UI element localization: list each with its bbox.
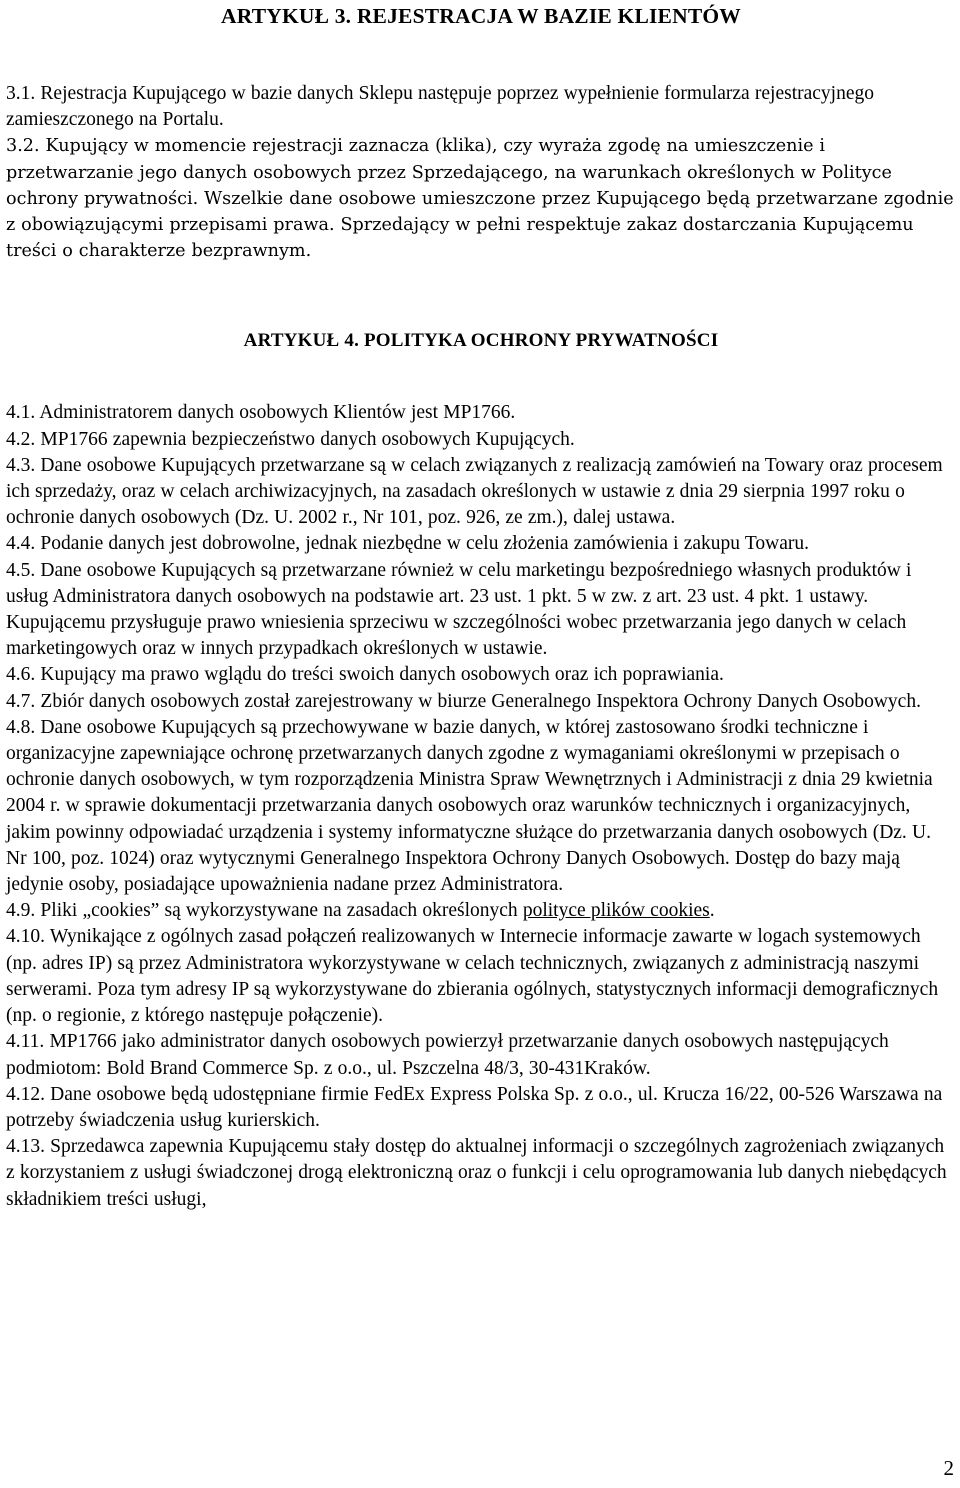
paragraph-4-9-text: 4.9. Pliki „cookies” są wykorzystywane na zasadach określonych bbox=[6, 900, 523, 922]
cookies-policy-link[interactable]: polityce plików cookies bbox=[522, 900, 710, 922]
paragraph-4-8: 4.8. Dane osobowe Kupujących są przechowywane w bazie danych, w której zastosowano środki techniczne i organizacyjne zapewniające ochronę przetwarzanych danych zgodne z wymaganiami określonymi w przepisach o ochronie danych osobowych, w tym rozporządzenia Ministra Spraw Wewnętrznych i Administracji z dnia 29 kwietnia 2004 r. w sprawie dokumentacji przetwarzania danych osobowych oraz warunków technicznych i organizacyjnych, jakim powinny odpowiadać urządzenia i systemy informatyczne służące do przetwarzania danych osobowych (Dz. U. Nr 100, poz. 1024) oraz wytycznymi Generalnego Inspektora Ochrony Danych Osobowych. Dostęp do bazy mają jedynie osoby, posiadające upoważnienia nadane przez Administratora. bbox=[6, 716, 933, 896]
paragraph-4-10: 4.10. Wynikające z ogólnych zasad połączeń realizowanych w Internecie informacje zawarte w logach systemowych (np. adres IP) są przez Administratora wykorzystywane w celach technicznych, związanych z administracją naszymi serwerami. Poza tym adresy IP są wykorzystywane do zbierania ogólnych, statystycznych informacji demograficznych (np. o regionie, z którego następuje połączenie). bbox=[6, 926, 939, 1027]
paragraph-4-4: 4.4. Podanie danych jest dobrowolne, jednak niezbędne w celu złożenia zamówienia i zakupu Towaru. bbox=[6, 533, 810, 555]
paragraph-4-13: 4.13. Sprzedawca zapewnia Kupującemu stały dostęp do aktualnej informacji o szczególnych zagrożeniach związanych z korzystaniem z usługi świadczonej drogą elektroniczną oraz o funkcji i celu oprogramowania lub danych niebędących składnikiem treści usługi, bbox=[6, 1136, 947, 1210]
paragraph-4-1: 4.1. Administratorem danych osobowych Klientów jest MP1766. bbox=[6, 402, 516, 424]
paragraph-4-3: 4.3. Dane osobowe Kupujących przetwarzane są w celach związanych z realizacją zamówień na Towary oraz procesem ich sprzedaży, oraz w celach archiwizacyjnych, na zasadach określonych w ustawie z dnia 29 sierpnia 1997 roku o ochronie danych osobowych (Dz. U. 2002 r., Nr 101, poz. 926, ze zm.), dalej ustawa. bbox=[6, 454, 943, 529]
page-number: 2 bbox=[943, 1456, 954, 1480]
article-4-heading: ARTYKUŁ 4. POLITYKA OCHRONY PRYWATNOŚCI bbox=[243, 330, 719, 352]
paragraph-4-5: 4.5. Dane osobowe Kupujących są przetwarzane również w celu marketingu bezpośredniego własnych produktów i usług Administratora danych osobowych na podstawie art. 23 ust. 1 pkt. 5 w zw. z art. 23 ust. 4 pkt. 1 ustawy. Kupującemu przysługuje prawo wniesienia sprzeciwu w szczególności wobec przetwarzania jego danych w celach marketingowych oraz w innych przypadkach określonych w ustawie. bbox=[6, 559, 912, 660]
paragraph-4-6: 4.6. Kupujący ma prawo wglądu do treści swoich danych osobowych oraz ich poprawiania. bbox=[6, 664, 724, 686]
article-3-section bbox=[6, 81, 956, 264]
paragraph-4-9-end: . bbox=[709, 900, 715, 922]
paragraph-3-1: 3.1. Rejestracja Kupującego w bazie danych Sklepu następuje poprzez wypełnienie formularza rejestracyjnego zamieszczonego na Portalu. bbox=[6, 83, 874, 131]
paragraph-4-7: 4.7. Zbiór danych osobowych został zarejestrowany w biurze Generalnego Inspektora Ochrony Danych Osobowych. bbox=[6, 690, 921, 712]
document-page bbox=[6, 0, 956, 1213]
paragraph-4-11: 4.11. MP1766 jako administrator danych osobowych powierzył przetwarzanie danych osobowych następujących podmiotom: Bold Brand Commerce Sp. z o.o., ul. Pszczelna 48/3, 30-431Kraków. bbox=[6, 1031, 889, 1079]
article-4-section bbox=[6, 400, 956, 1212]
paragraph-4-2: 4.2. MP1766 zapewnia bezpieczeństwo danych osobowych Kupujących. bbox=[6, 428, 575, 450]
paragraph-4-9 bbox=[6, 898, 956, 924]
paragraph-4-12: 4.12. Dane osobowe będą udostępniane firmie FedEx Express Polska Sp. z o.o., ul. Krucza 16/22, 00-526 Warszawa na potrzeby świadczenia usług kurierskich. bbox=[6, 1083, 943, 1131]
paragraph-3-2: 3.2. Kupujący w momencie rejestracji zaznacza (klika), czy wyraża zgodę na umieszczenie i przetwarzanie jego danych osobowych przez Sprzedającego, na warunkach określonych w Polityce ochrony prywatności. Wszelkie dane osobowe umieszczone przez Kupującego będą przetwarzane zgodnie z obowiązującymi przepisami prawa. Sprzedający w pełni respektuje zakaz dostarczania Kupującemu treści o charakterze bezprawnym. bbox=[6, 136, 954, 262]
article-3-heading: ARTYKUŁ 3. REJESTRACJA W BAZIE KLIENTÓW bbox=[221, 4, 741, 28]
